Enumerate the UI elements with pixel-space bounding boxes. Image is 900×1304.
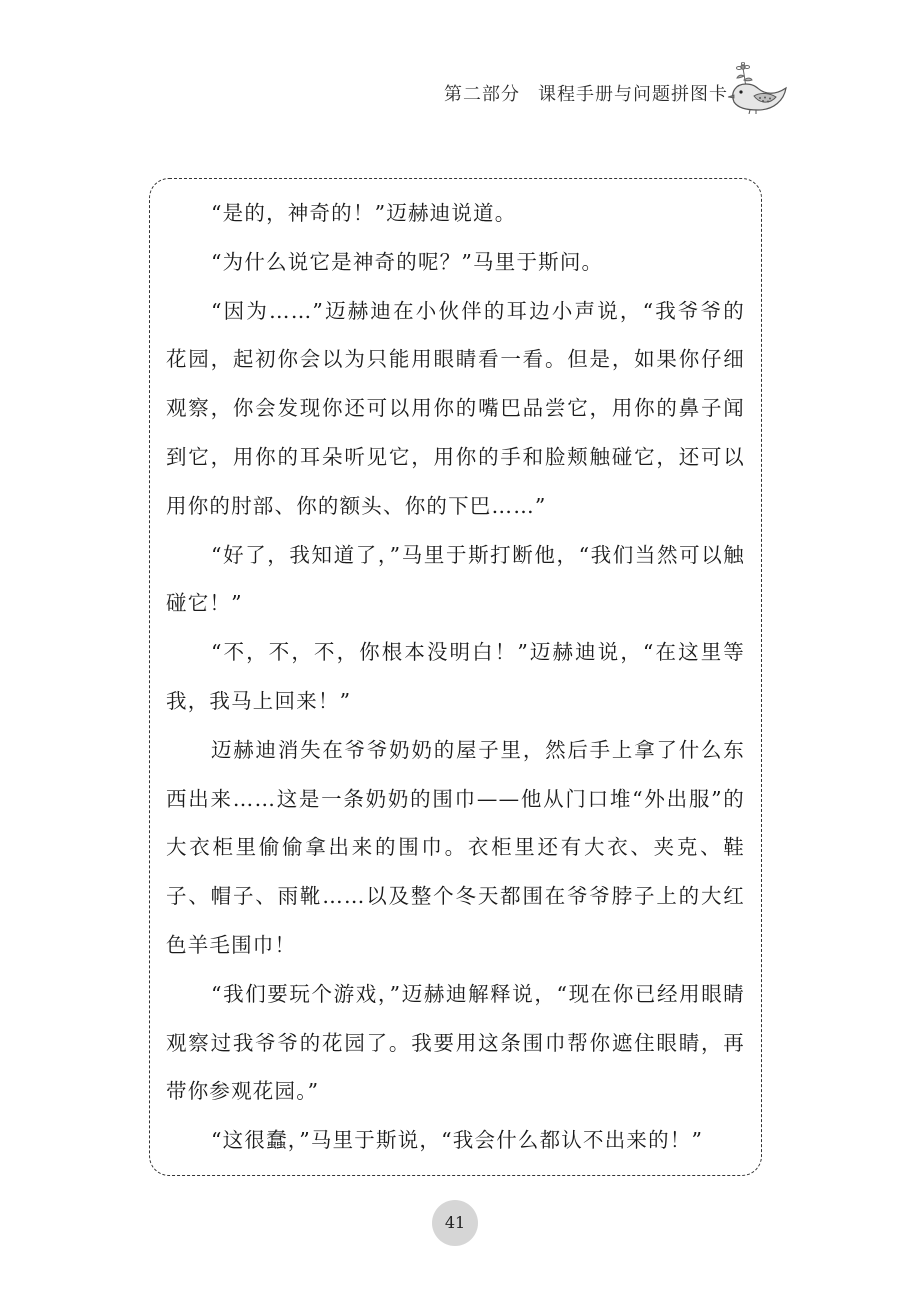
story-paragraph: “为什么说它是神奇的呢？”马里于斯问。 [211,249,604,274]
story-paragraph: 迈赫迪消失在爷爷奶奶的屋子里，然后手上拿了什么东西出来……这是一条奶奶的围巾——他从门口堆“外出服”的大衣柜里偷偷拿出来的围巾。衣柜里还有大衣、夹克、鞋子、帽子、雨靴……以及整个冬天都围在爷爷脖子上的大红色羊毛围巾！ [166,737,745,957]
page-number: 41 [432,1200,478,1246]
story-paragraph: “我们要玩个游戏，”迈赫迪解释说，“现在你已经用眼睛观察过我爷爷的花园了。我要用这条围巾帮你遮住眼睛，再带你参观花园。” [166,981,745,1104]
story-paragraph: “因为……”迈赫迪在小伙伴的耳边小声说，“我爷爷的花园，起初你会以为只能用眼睛看一看。但是，如果你仔细观察，你会发现你还可以用你的嘴巴品尝它，用你的鼻子闻到它，用你的耳朵听见它，用你的手和脸颊触碰它，还可以用你的肘部、你的额头、你的下巴……” [166,298,745,518]
running-header [444,80,728,106]
story-paragraph: “这很蠢，”马里于斯说，“我会什么都认不出来的！” [211,1128,704,1153]
story-paragraph: “不，不，不，你根本没明白！”迈赫迪说，“在这里等我，我马上回来！” [166,640,745,713]
story-text-box [149,178,762,1176]
story-paragraph: “好了，我知道了，”马里于斯打断他，“我们当然可以触碰它！” [166,542,745,616]
bird-with-flower-icon [726,62,788,114]
header-title: 课程手册与问题拼图卡 [538,84,728,105]
story-paragraph: “是的，神奇的！”迈赫迪说道。 [211,201,517,225]
header-part: 第二部分 [444,84,520,105]
